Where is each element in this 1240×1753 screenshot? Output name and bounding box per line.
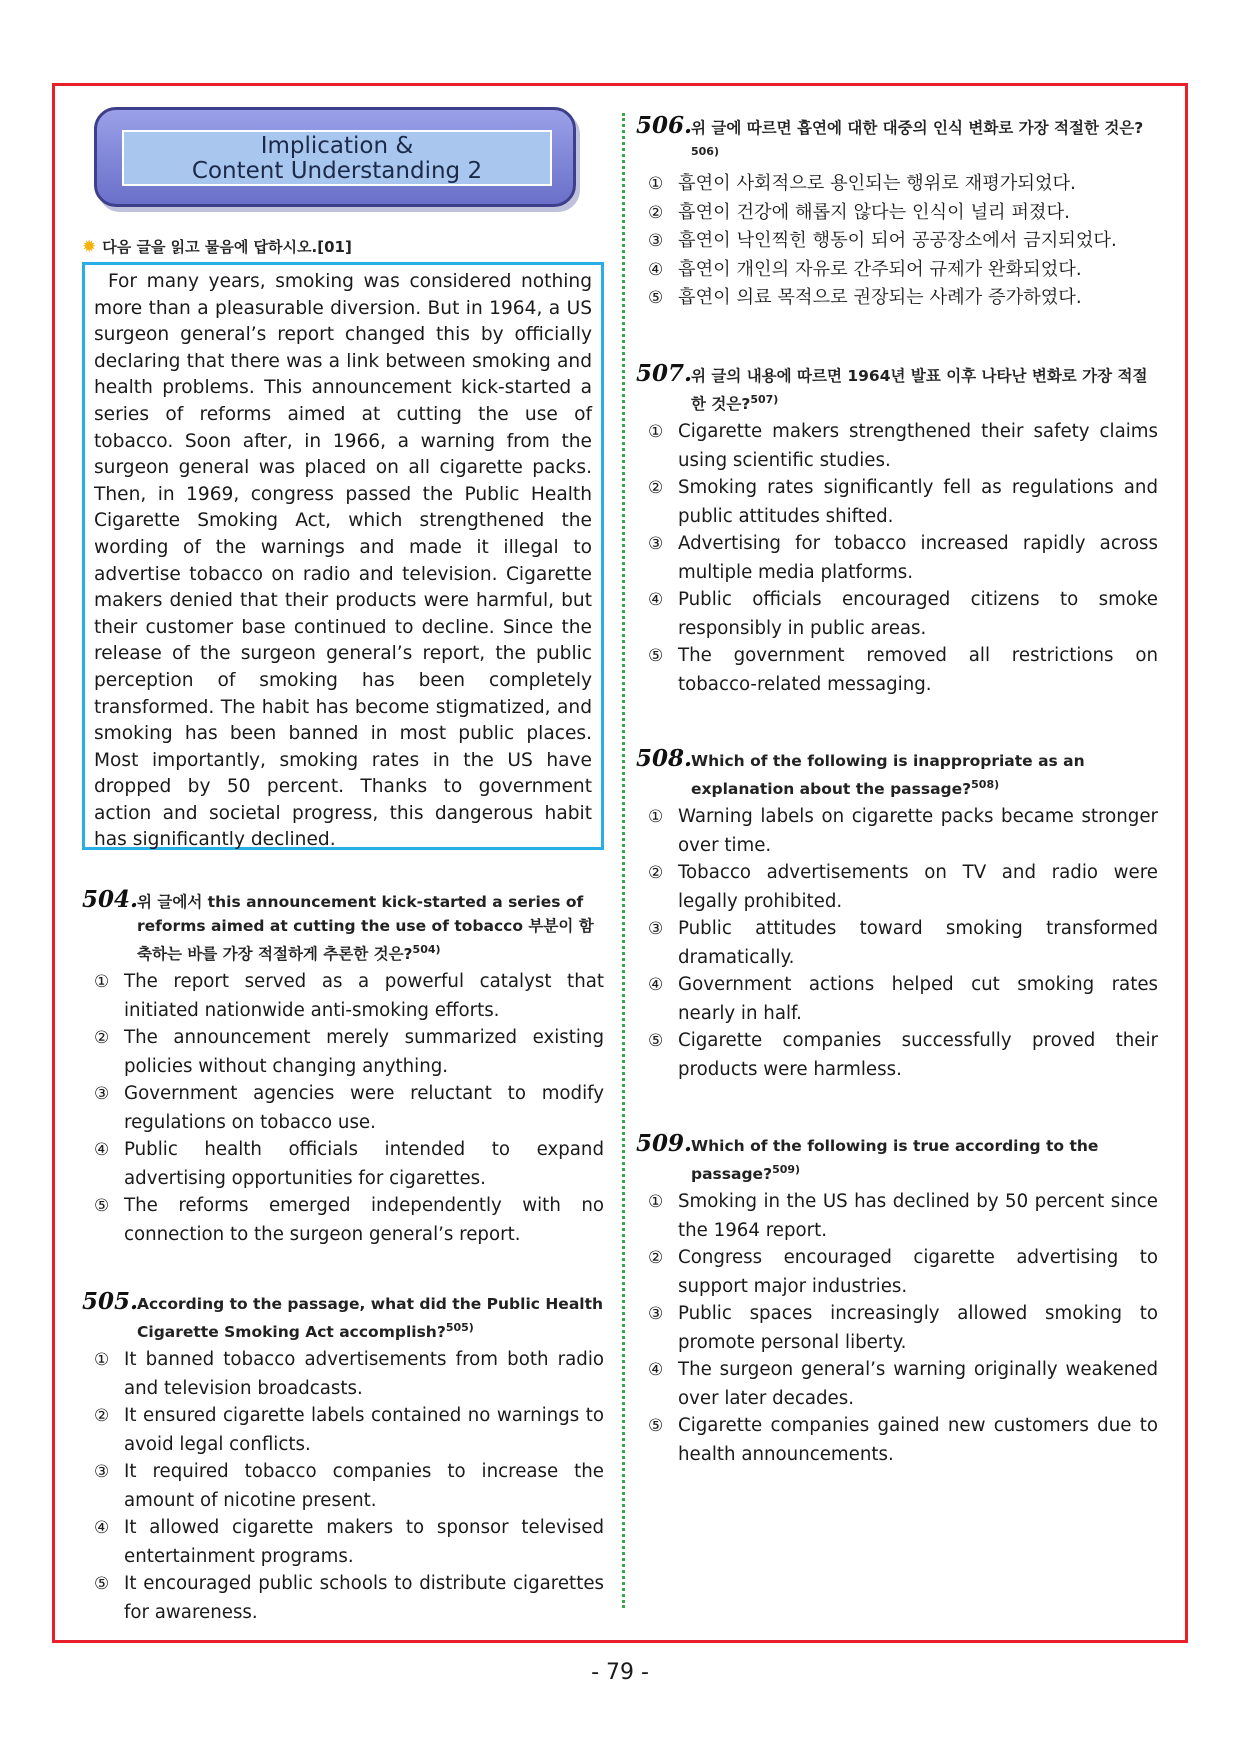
question-509 — [636, 1132, 1158, 1468]
answer-option[interactable]: ⑤ Cigarette companies successfully proved their products were harmless. — [648, 1030, 1158, 1080]
answer-option[interactable]: ① Smoking in the US has declined by 50 percent since the 1964 report. — [648, 1191, 1158, 1241]
answer-option[interactable]: ④ Government actions helped cut smoking rates nearly in half. — [648, 974, 1158, 1024]
question-number: 509. — [636, 1130, 693, 1157]
question-stem: 507.위 글의 내용에 따르면 1964년 발표 이후 나타난 변화로 가장 적절한 것은?$^{507)}$ — [636, 360, 1148, 414]
choice-marker: ③ — [648, 534, 664, 555]
choice-marker: ④ — [648, 1360, 664, 1381]
answer-option[interactable]: ① Warning labels on cigarette packs became stronger over time. — [648, 806, 1158, 856]
choice-marker: ⑤ — [648, 646, 664, 667]
choice-marker: ① — [648, 1192, 664, 1213]
question-506 — [636, 114, 1158, 313]
question-508 — [636, 747, 1158, 1083]
answer-option[interactable]: ④ Public officials encouraged citizens to smoke responsibly in public areas. — [648, 589, 1158, 639]
question-504 — [82, 888, 604, 1248]
section-title-line2: Content Understanding 2 — [191, 158, 483, 184]
choice-marker: ④ — [648, 975, 664, 996]
page-number: - 79 - — [591, 1660, 649, 1685]
answer-option[interactable]: ② The announcement merely summarized existing policies without changing anything. — [94, 1027, 604, 1077]
question-505 — [82, 1290, 604, 1626]
choice-marker: ⑤ — [94, 1196, 110, 1217]
choice-marker: ⑤ — [648, 1031, 664, 1052]
answer-option[interactable]: ⑤ It encouraged public schools to distribute cigarettes for awareness. — [94, 1573, 604, 1623]
choice-marker: ② — [648, 202, 664, 223]
answer-option[interactable]: ② Congress encouraged cigarette advertising to support major industries. — [648, 1247, 1158, 1297]
choice-marker: ① — [94, 972, 110, 993]
question-number: 504. — [82, 886, 139, 913]
choice-marker: ⑤ — [648, 288, 664, 309]
answer-option[interactable]: ④ Public health officials intended to expand advertising opportunities for cigarettes. — [94, 1139, 604, 1189]
choice-marker: ④ — [94, 1140, 110, 1161]
choice-marker: ① — [648, 422, 664, 443]
answer-option[interactable]: ② Smoking rates significantly fell as regulations and public attitudes shifted. — [648, 477, 1158, 527]
question-stem: 505.According to the passage, what did the Public Health Cigarette Smoking Act accomplish?$^{505)}$ — [82, 1288, 604, 1342]
answer-option[interactable]: ⑤ Cigarette companies gained new customers due to health announcements. — [648, 1415, 1158, 1465]
question-507 — [636, 362, 1158, 698]
choice-marker: ④ — [94, 1518, 110, 1539]
answer-option[interactable]: ⑤ The reforms emerged independently with no connection to the surgeon general’s report. — [94, 1195, 604, 1245]
answer-option[interactable]: ① It banned tobacco advertisements from both radio and television broadcasts. — [94, 1349, 604, 1399]
choice-marker: ① — [94, 1350, 110, 1371]
instruction — [82, 236, 352, 257]
choice-marker: ③ — [648, 231, 664, 252]
question-number: 508. — [636, 745, 693, 772]
choice-marker: ② — [648, 1248, 664, 1269]
answer-option[interactable]: ① 흡연이 사회적으로 용인되는 행위로 재평가되었다. — [636, 170, 1158, 199]
question-stem: 504.위 글에서 this announcement kick-started a series of reforms aimed at cutting the use of tobacco 부분이 함축하는 바를 가장 적절하게 추론한 것은?$^{504)}$ — [82, 886, 594, 964]
sun-bullet-icon: ✹ — [82, 237, 97, 257]
choice-marker: ② — [94, 1406, 110, 1427]
question-stem: 508.Which of the following is inappropriate as an explanation about the passage?$^{508)}$ — [636, 745, 1085, 799]
reading-passage: For many years, smoking was considered nothing more than a pleasurable diversion. But in 1964, a US surgeon general’s report changed this by officially declaring that there was a link between smoking and health problems. This announcement kick-started a series of reforms aimed at cutting the use of tobacco. Soon after, in 1966, a warning from the surgeon general was placed on all cigarette packs. Then, in 1969, congress passed the Public Health Cigarette Smoking Act, which strengthened the wording of the warnings and made it illegal to advertise tobacco on radio and television. Cigarette makers denied that their products were harmful, but their customer base continued to decline. Since the release of the surgeon general’s report, the public perception of smoking has been completely transformed. The habit has become stigmatized, and smoking has been banned in most public places. Most importantly, smoking rates in the US have dropped by 50 percent. Thanks to government action and societal progress, this dangerous habit has significantly declined. — [82, 262, 604, 850]
answer-option[interactable]: ⑤ 흡연이 의료 목적으로 권장되는 사례가 증가하였다. — [636, 284, 1158, 313]
instruction-text: 다음 글을 읽고 물음에 답하시오.[01] — [102, 238, 352, 256]
answer-option[interactable]: ③ It required tobacco companies to increase the amount of nicotine present. — [94, 1461, 604, 1511]
question-stem: 506.위 글에 따르면 흡연에 대한 대중의 인식 변화로 가장 적절한 것은?$^{506)}$ — [636, 112, 1144, 158]
column-divider — [622, 113, 625, 1608]
question-number: 506. — [636, 112, 693, 139]
question-ref: 509) — [772, 1163, 801, 1176]
section-title-line1: Implication & — [260, 133, 414, 159]
choice-marker: ② — [648, 478, 664, 499]
question-number: 505. — [82, 1288, 139, 1315]
question-stem: 509.Which of the following is true according to the passage?$^{509)}$ — [636, 1130, 1099, 1184]
answer-option[interactable]: ③ Government agencies were reluctant to modify regulations on tobacco use. — [94, 1083, 604, 1133]
question-ref: 507) — [750, 393, 779, 406]
choice-marker: ① — [648, 174, 664, 195]
choice-marker: ④ — [648, 590, 664, 611]
choice-marker: ② — [648, 863, 664, 884]
answer-option[interactable]: ③ Advertising for tobacco increased rapidly across multiple media platforms. — [648, 533, 1158, 583]
section-title — [122, 130, 552, 186]
question-ref: 504) — [412, 943, 441, 956]
choice-marker: ③ — [94, 1084, 110, 1105]
answer-option[interactable]: ① The report served as a powerful catalyst that initiated nationwide anti-smoking efforts. — [94, 971, 604, 1021]
choice-marker: ③ — [648, 1304, 664, 1325]
answer-option[interactable]: ② 흡연이 건강에 해롭지 않다는 인식이 널리 퍼졌다. — [636, 199, 1158, 228]
answer-option[interactable]: ③ Public spaces increasingly allowed smoking to promote personal liberty. — [648, 1303, 1158, 1353]
question-ref: 506) — [691, 145, 719, 158]
answer-option[interactable]: ① Cigarette makers strengthened their safety claims using scientific studies. — [648, 421, 1158, 471]
answer-option[interactable]: ③ 흡연이 낙인찍힌 행동이 되어 공공장소에서 금지되었다. — [636, 227, 1158, 256]
choice-marker: ⑤ — [94, 1574, 110, 1595]
choice-marker: ① — [648, 807, 664, 828]
question-ref: 508) — [971, 778, 1000, 791]
answer-option[interactable]: ④ The surgeon general’s warning originally weakened over later decades. — [648, 1359, 1158, 1409]
question-ref: 505) — [445, 1321, 474, 1334]
answer-option[interactable]: ③ Public attitudes toward smoking transformed dramatically. — [648, 918, 1158, 968]
answer-option[interactable]: ④ 흡연이 개인의 자유로 간주되어 규제가 완화되었다. — [636, 256, 1158, 285]
question-number: 507. — [636, 360, 693, 387]
answer-option[interactable]: ② Tobacco advertisements on TV and radio were legally prohibited. — [648, 862, 1158, 912]
choice-marker: ③ — [648, 919, 664, 940]
choice-marker: ④ — [648, 259, 664, 280]
answer-option[interactable]: ⑤ The government removed all restrictions on tobacco-related messaging. — [648, 645, 1158, 695]
answer-option[interactable]: ④ It allowed cigarette makers to sponsor televised entertainment programs. — [94, 1517, 604, 1567]
choice-marker: ② — [94, 1028, 110, 1049]
choice-marker: ⑤ — [648, 1416, 664, 1437]
choice-marker: ③ — [94, 1462, 110, 1483]
answer-option[interactable]: ② It ensured cigarette labels contained no warnings to avoid legal conflicts. — [94, 1405, 604, 1455]
